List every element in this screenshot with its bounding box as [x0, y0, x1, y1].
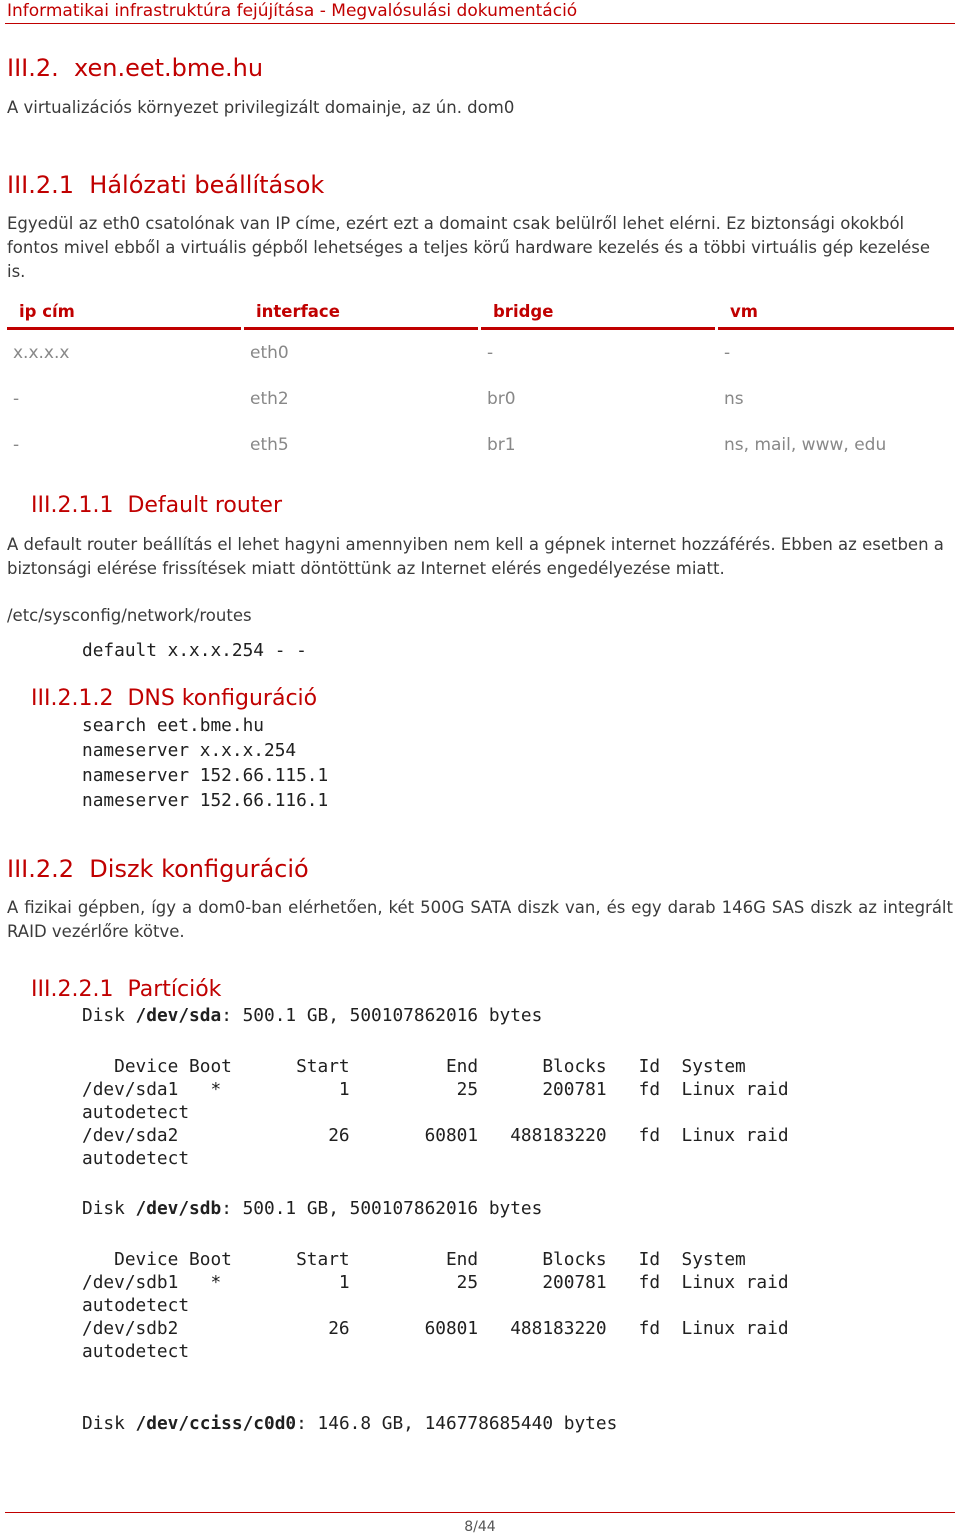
- dns-code: search eet.bme.hu nameserver x.x.x.254 nameserver 152.66.115.1 nameserver 152.66.116.1: [82, 715, 329, 811]
- table-cell: eth2: [250, 389, 289, 409]
- sda-partition-table: Device Boot Start End Blocks Id System /dev/sda1 * 1 25 200781 fd Linux raid autodetect /dev/sda2 26 60801 488183220 fd Linux raid autodetect: [82, 1056, 789, 1169]
- disk-paragraph: A fizikai gépben, így a dom0-ban elérhetően, két 500G SATA diszk van, és egy darab 146G SAS diszk az integrált RAID vezérlőre kötve.: [7, 898, 953, 941]
- network-paragraph: Egyedül az eth0 csatolónak van IP címe, ezért ezt a domaint csak belülről lehet elérni. Ez biztonsági okokból fontos mivel ebből a virtuális gépből lehetséges a teljes körű hardware kezelés és a többi virtuális gép kezelése is.: [7, 214, 931, 281]
- disk-prefix: Disk: [82, 1413, 136, 1434]
- default-router-heading: [31, 493, 282, 518]
- section-title: xen.eet.bme.hu: [74, 54, 264, 82]
- table-cell: -: [13, 389, 20, 409]
- table-header-rule: [481, 327, 715, 330]
- partitions-heading: [31, 977, 221, 1002]
- dns-title: DNS konfiguráció: [127, 686, 318, 711]
- table-cell: -: [487, 343, 494, 363]
- dns-heading: [31, 686, 317, 711]
- table-header-vm: vm: [730, 302, 758, 321]
- footer-rule: [5, 1512, 955, 1513]
- default-router-title: Default router: [127, 493, 282, 518]
- table-cell: br0: [487, 389, 516, 409]
- disk-cciss-line: [82, 1413, 617, 1434]
- table-cell: ns, mail, www, edu: [724, 435, 887, 455]
- disk-number: III.2.2: [7, 855, 75, 883]
- disk-prefix: Disk: [82, 1198, 136, 1219]
- partitions-number: III.2.2.1: [31, 977, 114, 1002]
- table-header-rule: [7, 327, 241, 330]
- table-header-interface: interface: [256, 302, 340, 321]
- table-cell: -: [724, 343, 731, 363]
- default-router-number: III.2.1.1: [31, 493, 114, 518]
- disk-title: Diszk konfiguráció: [89, 855, 309, 883]
- table-cell: eth0: [250, 343, 289, 363]
- table-header-rule: [718, 327, 954, 330]
- table-cell: -: [13, 435, 20, 455]
- disk-device: /dev/sda: [135, 1005, 222, 1026]
- section-intro: A virtualizációs környezet privilegizált domainje, az ún. dom0: [7, 98, 515, 117]
- default-router-paragraph: A default router beállítás el lehet hagyni amennyiben nem kell a gépnek internet hozzáférés. Ebben az esetben a biztonsági elérése frissítések miatt döntöttünk az Internet elérés engedélyezése miatt.: [7, 535, 944, 578]
- network-title: Hálózati beállítások: [89, 171, 325, 199]
- table-header-rule: [244, 327, 478, 330]
- disk-device: /dev/cciss/c0d0: [135, 1413, 297, 1434]
- dns-number: III.2.1.2: [31, 686, 114, 711]
- table-cell: ns: [724, 389, 744, 409]
- disk-sda-line: [82, 1005, 542, 1026]
- disk-size: : 500.1 GB, 500107862016 bytes: [221, 1198, 543, 1219]
- routes-file-path: /etc/sysconfig/network/routes: [7, 606, 252, 625]
- disk-sdb-line: [82, 1198, 542, 1219]
- table-header-ip: ip cím: [19, 302, 75, 321]
- disk-size: : 146.8 GB, 146778685440 bytes: [296, 1413, 618, 1434]
- header-rule: [5, 23, 955, 24]
- partitions-title: Partíciók: [127, 977, 222, 1002]
- table-cell: eth5: [250, 435, 289, 455]
- network-heading: [7, 171, 324, 199]
- document-header-title: Informatikai infrastruktúra fejújítása - Megvalósulási dokumentáció: [7, 1, 578, 21]
- disk-heading: [7, 855, 309, 883]
- sdb-partition-table: Device Boot Start End Blocks Id System /dev/sdb1 * 1 25 200781 fd Linux raid autodetect /dev/sdb2 26 60801 488183220 fd Linux raid autodetect: [82, 1249, 789, 1362]
- section-number: III.2.: [7, 54, 59, 82]
- routes-code: default x.x.x.254 - -: [82, 640, 307, 661]
- network-number: III.2.1: [7, 171, 75, 199]
- table-cell: x.x.x.x: [13, 343, 70, 363]
- disk-prefix: Disk: [82, 1005, 136, 1026]
- table-cell: br1: [487, 435, 516, 455]
- page-number: 8/44: [464, 1519, 496, 1535]
- table-header-bridge: bridge: [493, 302, 554, 321]
- disk-size: : 500.1 GB, 500107862016 bytes: [221, 1005, 543, 1026]
- section-heading: [7, 54, 263, 82]
- disk-device: /dev/sdb: [135, 1198, 222, 1219]
